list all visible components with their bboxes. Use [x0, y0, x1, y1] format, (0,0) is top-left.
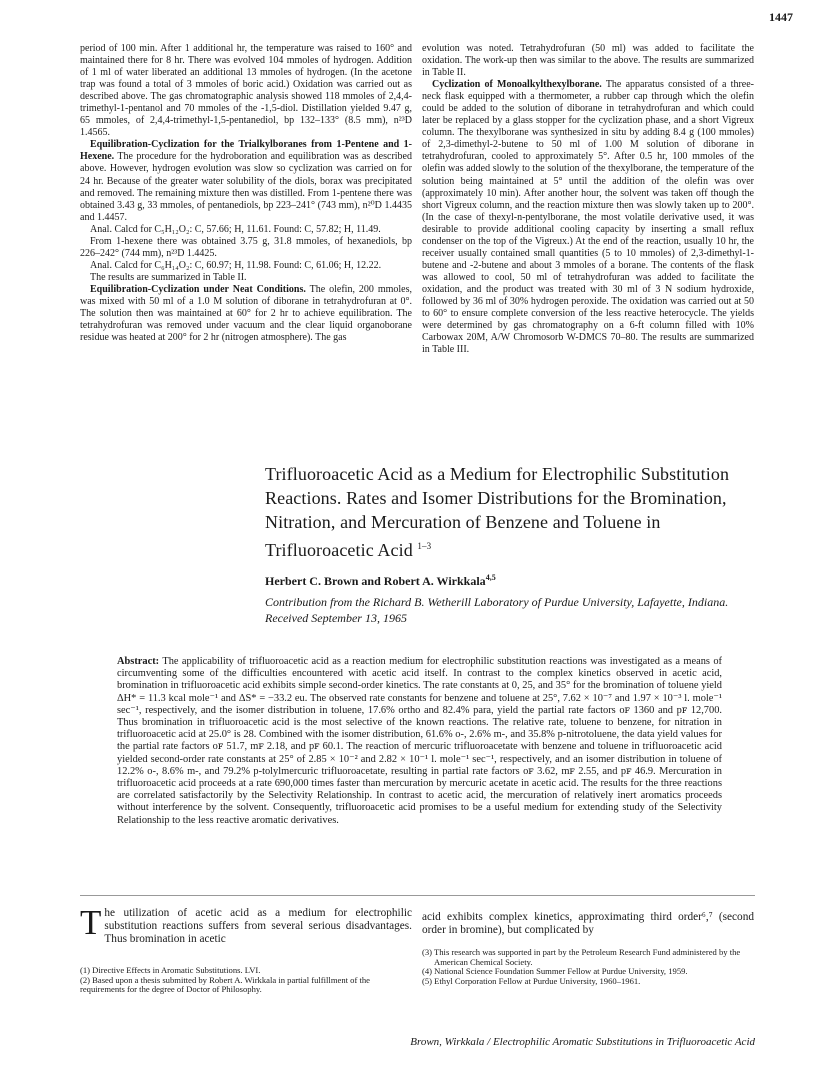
- title-heading: Trifluoroacetic Acid as a Medium for Electrophilic Substitution Reactions. Rates and Isomer Distributions for the Bromination, Nitration, and Mercuration of Benzene and Toluene in Trifluoroacetic Acid $^{1-3}$: [265, 464, 730, 560]
- paragraph: period of 100 min. After 1 additional hr, the temperature was raised to 160° and maintained there for 8 hr. There was evolved 104 mmoles of hydrogen. Addition of 1 ml of water liberated an additional 13 mmoles of hydrogen. (In the acetone trap was found a total of 3 mmoles of boric acid.) Oxidation was carried out as described above. The gas chromatographic analysis showed 118 mmoles of 2,4,4-trimethyl-1-pentanol and 70 mmoles of the -1,5-diol. Distillation yielded 9.47 g, 65 mmoles, of 2,4,4-trimethyl-1,5-pentanediol, bp 132–133° (8.5 mm), n²³D 1.4565.: [80, 43, 412, 139]
- run-in-heading: Cyclization of Monoalkylthexylborane.: [432, 79, 602, 91]
- paragraph: Equilibration-Cyclization for the Trialkylboranes from 1-Pentene and 1-Hexene. The procedure for the hydroboration and equilibration was as described above. However, hydrogen evolution was slow so cyclization was carried on for 24 hr. Because of the greater water solubility of the diols, borax was precipitated and removed. The remaining mixture then was distilled. From 1-pentene there was obtained 3.43 g, 33 mmoles, of pentanediols, bp 223–241° (743 mm), n²⁰D 1.4435 and 1.4457.: [80, 139, 412, 223]
- authors-superscript: 4,5: [485, 573, 496, 582]
- paragraph: Equilibration-Cyclization under Neat Conditions. The olefin, 200 mmoles, was mixed with 50 ml of a 1.0 M solution of diborane in tetrahydrofuran at 0°. The solution then was maintained at 60° for 2 hr to achieve equilibration. The tetrahydrofuran was removed under vacuum and the clear liquid organoborane residue was heated at 200° for 2 hr (nitrogen atmosphere). The gas: [80, 283, 413, 344]
- intro-left-text: The utilization of acetic acid as a medium for electrophilic substitution reactions suffers from several serious disadvantages. Thus bromination in acetic: [80, 903, 412, 945]
- title-superscript: 1–3: [417, 541, 432, 551]
- drop-cap: T: [80, 903, 102, 942]
- abstract: Abstract: The applicability of trifluoroacetic acid as a reaction medium for electrophilic substitution reactions was investigated as a means of circumventing some of the difficulties encountered with acetic acid itself. In contrast to the complex kinetics observed in acetic acid, bromination in trifluoroacetic acid exhibits simple second-order kinetics. The rate constants at 0, 25, and 35° for the bromination of toluene yield ΔH* = 11.3 kcal mole⁻¹ and ΔS* = −33.2 eu. The observed rate constants for benzene and toluene at 25°, 7.62 × 10⁻⁷ and 1.97 × 10⁻³ l. mole⁻¹ sec⁻¹, respectively, and the isomer distribution in toluene, 17.6% ortho and 82.4% para, yield the partial rate factors oꜰ 1360 and pꜰ 12,700. Thus bromination in trifluoroacetic acid is the most selective of the known reactions. The relative rate, toluene to benzene, for nitration in trifluoroacetic acid at 25.0° is 28. Combined with the isomer distribution, 61.6% o-, 2.6% m-, and 35.8% p-nitrotoluene, the data yield values for the partial rate factors oꜰ 51.7, mꜰ 2.18, and pꜰ 60.1. The reaction of mercuric trifluoroacetate with benzene and toluene in trifluoroacetic acid yielded second-order rate constants at 25° of 2.85 × 10⁻² and 2.82 × 10⁻¹ l. mole⁻¹ sec⁻¹, respectively, and an isomer distribution in toluene of 12.2% o-, 8.6% m-, and 79.2% p-tolylmercuric trifluoroacetate, resulting in partial rate factors oꜰ 3.62, mꜰ 2.55, and pꜰ 46.9. Mercuration in trifluoroacetic acid proceeds at a rate 690,000 times faster than mercuration by mercuric acetate in acetic acid. The results for the three reactions are correlated satisfactorily by the Selectivity Relationship. In contrast to acetic acid, the mercuration of relatively inert aromatics proceeds without interference by the solvent. Consequently, trifluoroacetic acid promises to be a useful medium for extending study of the Selectivity Relationship to the less reactive aromatic derivatives.: [117, 656, 722, 826]
- paragraph: From 1-hexene there was obtained 3.75 g, 31.8 mmoles, of hexanediols, bp 226–242° (744 mm), n²³D 1.4425.: [80, 235, 412, 259]
- intro-right-text: acid exhibits complex kinetics, approximating third order⁶,⁷ (second order in bromine), but complicated by: [422, 911, 754, 936]
- footnote: (4) National Science Foundation Summer Fellow at Purdue University, 1959.: [422, 966, 688, 977]
- affiliation: Contribution from the Richard B. Wetherill Laboratory of Purdue University, Lafayette, Indiana. Received September 13, 1965: [265, 595, 729, 625]
- footnotes-right: [422, 948, 754, 986]
- footnote: (5) Ethyl Corporation Fellow at Purdue University, 1960–1961.: [422, 975, 641, 986]
- page-number: 1447: [769, 10, 793, 24]
- left-experimental-column: [80, 43, 412, 344]
- paragraph: Anal. Calcd for C₅H₁₂O₂: C, 57.66; H, 11.61. Found: C, 57.82; H, 11.49.: [90, 223, 381, 235]
- abstract-label: Abstract:: [117, 656, 160, 667]
- paragraph: Anal. Calcd for C₆H₁₄O₂: C, 60.97; H, 11.98. Found: C, 61.06; H, 12.22.: [90, 259, 382, 271]
- running-footer: Brown, Wirkkala / Electrophilic Aromatic Substitutions in Trifluoroacetic Acid: [410, 1036, 755, 1048]
- footnote: (2) Based upon a thesis submitted by Robert A. Wirkkala in partial fulfillment of the requirements for the degree of Doctor of Philosophy.: [80, 974, 370, 995]
- paragraph: evolution was noted. Tetrahydrofuran (50 ml) was added to facilitate the oxidation. The work-up then was similar to the above. The results are summarized in Table II.: [422, 43, 754, 79]
- footnote: (1) Directive Effects in Aromatic Substitutions. LVI.: [80, 965, 261, 975]
- run-in-heading: Equilibration-Cyclization under Neat Conditions.: [90, 283, 306, 295]
- paragraph: Cyclization of Monoalkylthexylborane. The apparatus consisted of a three-neck flask equipped with a thermometer, a rubber cap through which the olefin could be added to the solution of diborane in tetrahydrofuran and which could later be replaced by a glass stopper for the cyclization phase, and a short Vigreux column. The thexylborane was synthesized in situ by adding 8.4 g (100 mmoles) of 2,3-dimethyl-2-butene to 50 ml of 1.00 M solution of diborane in tetrahydrofuran, cooled to approximately 5°. After 0.5 hr, 100 mmoles of the olefin was added slowly to the solution of the thexylborane, the temperature of the solution being maintained at 5° until the addition of the olefin was over (approximately 10 min). After another hour, the solvent was taken off though the short Vigreux column, and the reaction mixture then was slowly taken up to 200°. (In the case of thexyl-n-pentylborane, the most volatile derivative used, it was desirable to provide additional cooling capacity by inserting a small reflux condenser on the top of the Vigreux.) At the end of the reaction, usually 10 hr, the receiver usually contained small quantities (5 to 10 mmoles) of 2,3-dimethyl-1-butene and -2-butene and about 3 mmoles of a borane. The contents of the flask was allowed to cool, 50 ml of tetrahydrofuran was added to facilitate the oxidation, and the product was treated with 30 ml of 3 N sodium hydroxide, followed by 36 ml of 30% hydrogen peroxide. The oxidation was carried out at 50 to 60° to ensure complete conversion of the less reactive heterocycle. The yields were determined by gas chromatography on a 6-ft column filled with 10% Carbowax 20M, A/W Chromosorb W-DMCS 70–80. The results are summarized in Table III.: [422, 79, 754, 356]
- paragraph: The results are summarized in Table II.: [90, 271, 247, 283]
- footnotes-left: [80, 966, 412, 995]
- article-title: [265, 462, 765, 562]
- right-experimental-column: [422, 43, 754, 356]
- authors: Herbert C. Brown and Robert A. Wirkkala$^{4,5}$: [265, 573, 496, 588]
- footnote: (3) This research was supported in part by the Petroleum Research Fund administered by the American Chemical Society.: [422, 947, 741, 967]
- run-in-heading: Equilibration-Cyclization for the Trialkylboranes from 1-Pentene and 1-Hexene.: [80, 139, 412, 163]
- divider: [80, 895, 755, 896]
